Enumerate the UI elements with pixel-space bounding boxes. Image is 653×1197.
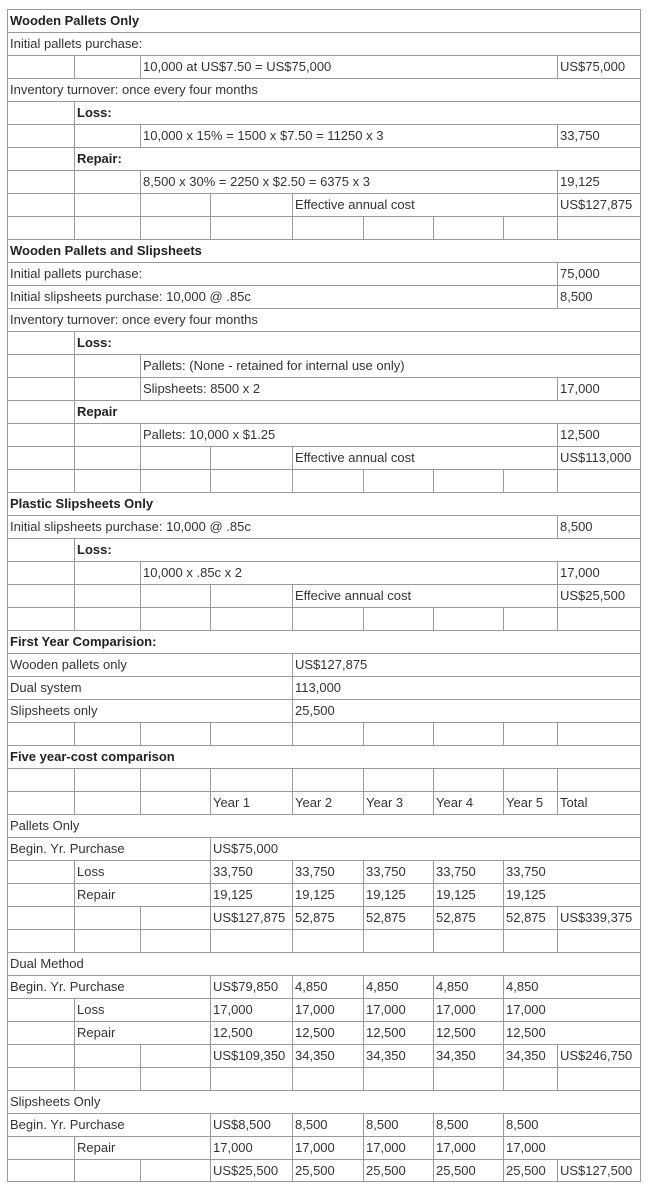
section-heading: Repair: [77, 404, 118, 419]
section-heading: Five year-cost comparison: [10, 749, 175, 764]
table-cell: Wooden pallets only: [10, 657, 127, 672]
table-cell: Initial pallets purchase:: [10, 36, 143, 51]
table-cell: 19,125: [506, 887, 546, 902]
table-cell: Begin. Yr. Purchase: [10, 1117, 125, 1132]
table-cell: 12,500: [436, 1025, 476, 1040]
table-cell: 19,125: [560, 174, 600, 189]
table-cell: 17,000: [560, 565, 600, 580]
table-cell: Initial slipsheets purchase: 10,000 @ .85c: [10, 519, 251, 534]
table-cell: 17,000: [295, 1140, 335, 1155]
table-cell: 52,875: [295, 910, 335, 925]
section-heading: Loss:: [77, 335, 112, 350]
section-heading: First Year Comparision:: [10, 634, 157, 649]
table-cell: 34,350: [295, 1048, 335, 1063]
table-cell: Repair: [77, 1025, 116, 1040]
table-cell: 17,000: [213, 1140, 253, 1155]
table-cell: US$75,000: [560, 59, 626, 74]
table-cell: Pallets: 10,000 x $1.25: [143, 427, 276, 442]
table-cell: 33,750: [213, 864, 253, 879]
table-cell: Pallets Only: [10, 818, 80, 833]
table-cell: 33,750: [436, 864, 476, 879]
table-cell: 10,000 x .85c x 2: [143, 565, 243, 580]
table-cell: Total: [560, 795, 588, 810]
table-cell: 19,125: [213, 887, 253, 902]
table-cell: US$113,000: [560, 450, 632, 465]
table-cell: US$8,500: [213, 1117, 271, 1132]
table-cell: 4,850: [366, 979, 399, 994]
table-cell: Begin. Yr. Purchase: [10, 841, 125, 856]
table-cell: 17,000: [366, 1140, 406, 1155]
table-cell: 25,500: [436, 1163, 476, 1178]
table-cell: 33,750: [295, 864, 335, 879]
table-cell: Slipsheets: 8500 x 2: [143, 381, 261, 396]
table-cell: 25,500: [366, 1163, 406, 1178]
table-cell: 25,500: [295, 703, 335, 718]
table-cell: Year 1: [213, 795, 251, 810]
table-cell: 52,875: [436, 910, 476, 925]
table-cell: Slipsheets only: [10, 703, 98, 718]
table-cell: 17,000: [506, 1140, 546, 1155]
table-cell: Inventory turnover: once every four months: [10, 82, 258, 97]
table-cell: 25,500: [295, 1163, 335, 1178]
table-cell: 8,500: [366, 1117, 399, 1132]
section-heading: Loss:: [77, 105, 112, 120]
table-cell: 8,500: [506, 1117, 539, 1132]
table-cell: US$127,500: [560, 1163, 633, 1178]
table-cell: Begin. Yr. Purchase: [10, 979, 125, 994]
table-cell: Pallets: (None - retained for internal use only): [143, 358, 405, 373]
section-heading: Loss:: [77, 542, 112, 557]
table-cell: Year 2: [295, 795, 333, 810]
section-heading: Plastic Slipsheets Only: [10, 496, 154, 511]
table-cell: Dual Method: [10, 956, 84, 971]
table-cell: 75,000: [560, 266, 600, 281]
table-cell: 12,500: [506, 1025, 546, 1040]
table-cell: US$246,750: [560, 1048, 633, 1063]
table-cell: Loss: [77, 1002, 105, 1017]
table-cell: US$75,000: [213, 841, 279, 856]
table-cell: 19,125: [295, 887, 335, 902]
table-cell: 17,000: [560, 381, 600, 396]
table-cell: Repair: [77, 1140, 116, 1155]
table-cell: Effective annual cost: [295, 450, 415, 465]
table-cell: 4,850: [506, 979, 539, 994]
table-cell: Initial pallets purchase:: [10, 266, 143, 281]
table-cell: 4,850: [295, 979, 328, 994]
table-cell: 52,875: [366, 910, 406, 925]
table-cell: 8,500: [295, 1117, 328, 1132]
table-cell: 33,750: [506, 864, 546, 879]
table-cell: Year 4: [436, 795, 474, 810]
table-cell: 8,500: [560, 289, 593, 304]
table-cell: 34,350: [366, 1048, 406, 1063]
table-cell: 34,350: [506, 1048, 546, 1063]
section-heading: Repair:: [77, 151, 122, 166]
table-cell: US$127,875: [213, 910, 286, 925]
table-cell: US$339,375: [560, 910, 633, 925]
section-heading: Wooden Pallets and Slipsheets: [10, 243, 202, 258]
table-cell: Year 5: [506, 795, 544, 810]
table-cell: 17,000: [436, 1002, 476, 1017]
table-cell: Dual system: [10, 680, 82, 695]
table-cell: Effecive annual cost: [295, 588, 412, 603]
table-cell: 10,000 x 15% = 1500 x $7.50 = 11250 x 3: [143, 128, 384, 143]
table-cell: 12,500: [213, 1025, 253, 1040]
table-cell: Initial slipsheets purchase: 10,000 @ .85c: [10, 289, 251, 304]
table-cell: 19,125: [436, 887, 476, 902]
table-cell: 33,750: [366, 864, 406, 879]
table-cell: 33,750: [560, 128, 600, 143]
table-cell: 10,000 at US$7.50 = US$75,000: [143, 59, 332, 74]
table-cell: US$109,350: [213, 1048, 286, 1063]
table-cell: 17,000: [213, 1002, 253, 1017]
table-cell: Slipsheets Only: [10, 1094, 101, 1109]
cost-comparison-table: [7, 9, 641, 1182]
table-cell: 8,500 x 30% = 2250 x $2.50 = 6375 x 3: [143, 174, 370, 189]
table-cell: 25,500: [506, 1163, 546, 1178]
section-heading: Wooden Pallets Only: [10, 13, 140, 28]
table-cell: 17,000: [506, 1002, 546, 1017]
table-cell: US$79,850: [213, 979, 279, 994]
table-cell: US$127,875: [295, 657, 368, 672]
table-cell: US$127,875: [560, 197, 633, 212]
table-cell: 12,500: [295, 1025, 335, 1040]
table-cell: 8,500: [436, 1117, 469, 1132]
table-cell: 12,500: [366, 1025, 406, 1040]
table-cell: US$25,500: [213, 1163, 279, 1178]
table-cell: 17,000: [295, 1002, 335, 1017]
table-cell: Loss: [77, 864, 105, 879]
table-cell: 12,500: [560, 427, 600, 442]
table-cell: Repair: [77, 887, 116, 902]
table-cell: 17,000: [436, 1140, 476, 1155]
table-cell: 17,000: [366, 1002, 406, 1017]
table-cell: 52,875: [506, 910, 546, 925]
table-cell: 8,500: [560, 519, 593, 534]
table-cell: 34,350: [436, 1048, 476, 1063]
table-cell: Inventory turnover: once every four months: [10, 312, 258, 327]
table-cell: Year 3: [366, 795, 404, 810]
table-cell: 19,125: [366, 887, 406, 902]
table-cell: Effective annual cost: [295, 197, 415, 212]
table-cell: 4,850: [436, 979, 469, 994]
table-cell: US$25,500: [560, 588, 626, 603]
table-cell: 113,000: [295, 680, 342, 695]
